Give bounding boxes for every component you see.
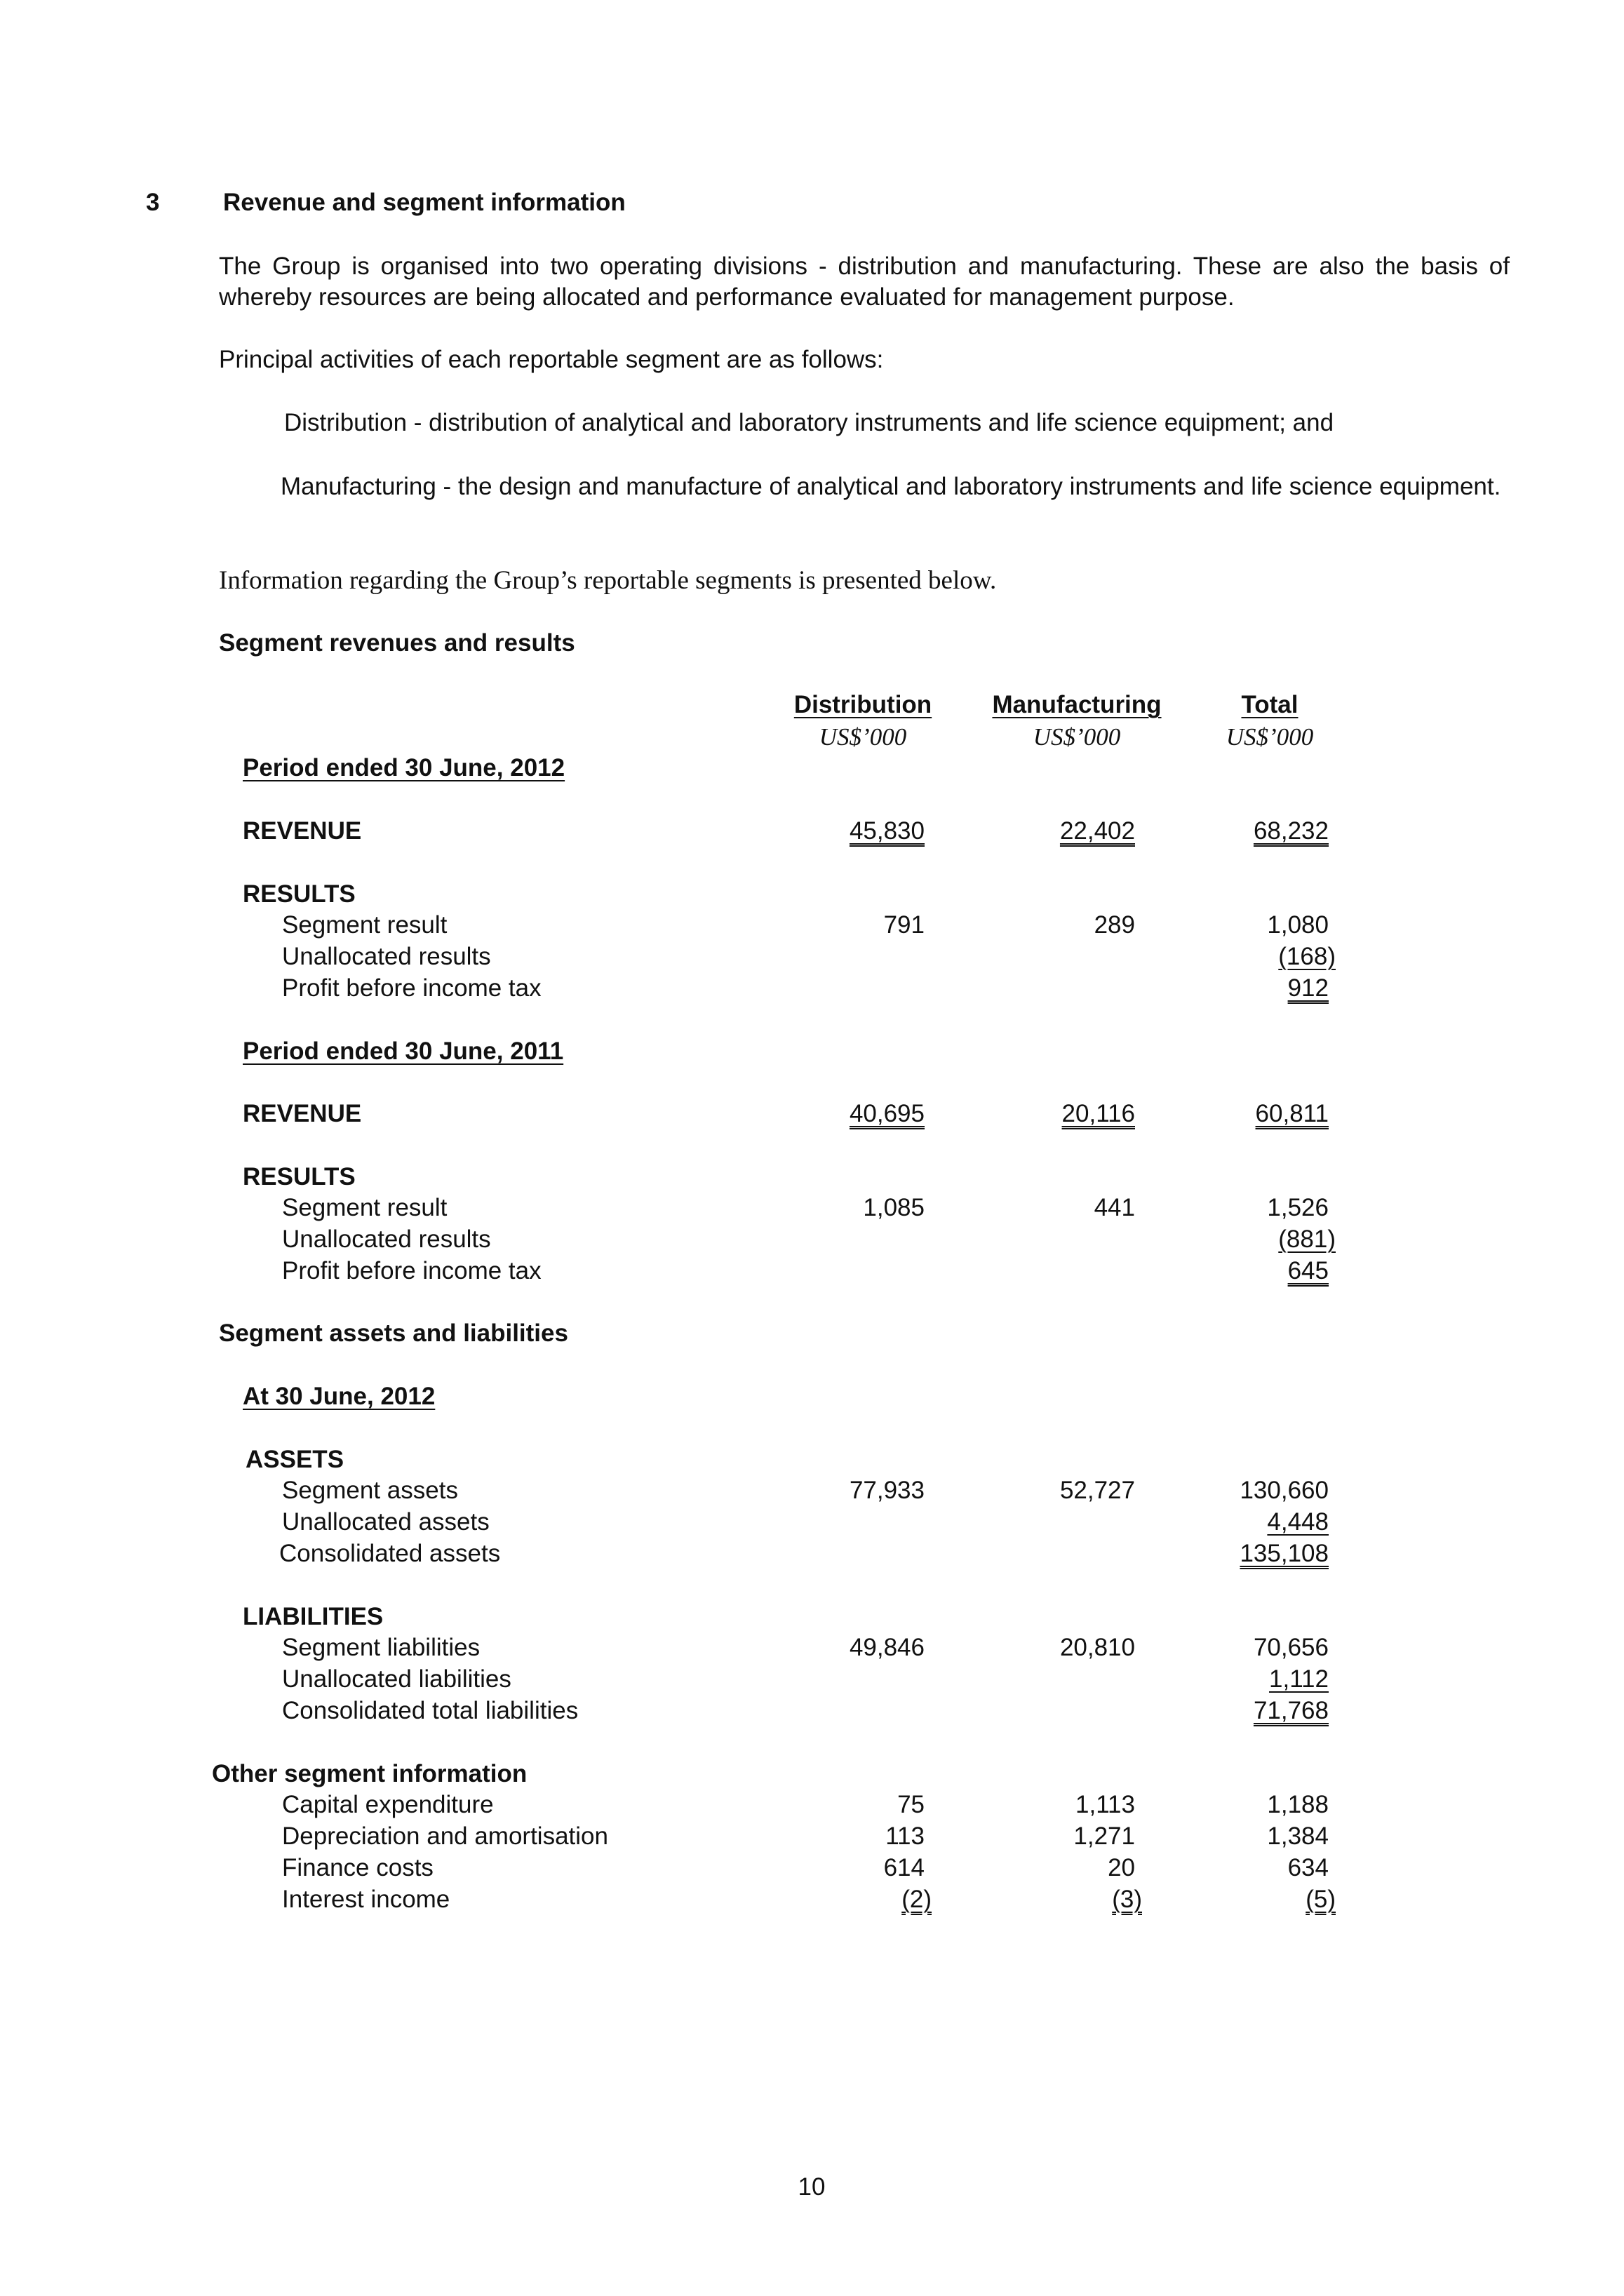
segment-result-2012-manufacturing: 289 xyxy=(1094,911,1135,939)
liabilities-label: LIABILITIES xyxy=(243,1603,384,1630)
period-2011: Period ended 30 June, 2011 xyxy=(243,1038,564,1065)
segment-result-2012-distribution: 791 xyxy=(883,911,925,939)
unit-manufacturing: US$’000 xyxy=(1033,723,1121,751)
revenue-2012-total: 68,232 xyxy=(1253,817,1329,845)
unallocated-label-2012: Unallocated results xyxy=(282,943,491,970)
revenue-2011-total: 60,811 xyxy=(1255,1100,1329,1127)
consolidated-assets-total: 135,108 xyxy=(1240,1540,1329,1567)
capex-total: 1,188 xyxy=(1267,1791,1329,1818)
pbt-2012-total: 912 xyxy=(1287,974,1329,1002)
segment-result-label-2012: Segment result xyxy=(282,911,448,939)
revenue-2011-manufacturing: 20,116 xyxy=(1061,1100,1135,1127)
activities-intro: Principal activities of each reportable segment are as follows: xyxy=(219,346,884,373)
depreciation-total: 1,384 xyxy=(1267,1822,1329,1850)
interest-income-label: Interest income xyxy=(282,1886,450,1913)
finance-costs-label: Finance costs xyxy=(282,1854,434,1881)
assets-label: ASSETS xyxy=(246,1446,344,1473)
finance-costs-total: 634 xyxy=(1287,1854,1329,1881)
depreciation-label: Depreciation and amortisation xyxy=(282,1822,608,1850)
capex-distribution: 75 xyxy=(897,1791,925,1818)
consolidated-assets-label: Consolidated assets xyxy=(279,1540,501,1567)
segment-liabilities-label: Segment liabilities xyxy=(282,1634,481,1661)
finance-costs-manufacturing: 20 xyxy=(1108,1854,1135,1881)
unallocated-assets-total: 4,448 xyxy=(1267,1508,1329,1536)
interest-income-manufacturing: (3) xyxy=(1112,1886,1142,1913)
pbt-2011-total: 645 xyxy=(1287,1257,1329,1284)
page-number: 10 xyxy=(798,2173,826,2201)
segment-result-label-2011: Segment result xyxy=(282,1194,448,1221)
revenue-2012-distribution: 45,830 xyxy=(849,817,925,845)
activity-distribution: Distribution - distribution of analytical and laboratory instruments and life science equipment; and xyxy=(284,409,1334,436)
col-manufacturing: Manufacturing xyxy=(992,691,1162,718)
info-line: Information regarding the Group’s reportable segments is presented below. xyxy=(219,566,997,595)
heading-assets: Segment assets and liabilities xyxy=(219,1320,568,1347)
pbt-label-2011: Profit before income tax xyxy=(282,1257,542,1284)
activity-manufacturing: Manufacturing - the design and manufacture of analytical and laboratory instruments and life science equipment. xyxy=(281,473,1501,500)
unallocated-label-2011: Unallocated results xyxy=(282,1226,491,1253)
unallocated-assets-label: Unallocated assets xyxy=(282,1508,490,1536)
results-label-2012: RESULTS xyxy=(243,880,356,908)
at-date: At 30 June, 2012 xyxy=(243,1383,436,1410)
segment-assets-label: Segment assets xyxy=(282,1477,458,1504)
pbt-label-2012: Profit before income tax xyxy=(282,974,542,1002)
revenue-2011-distribution: 40,695 xyxy=(849,1100,925,1127)
segment-assets-manufacturing: 52,727 xyxy=(1059,1477,1135,1504)
unallocated-2011-total: (881) xyxy=(1278,1226,1336,1253)
unit-distribution: US$’000 xyxy=(819,723,907,751)
capex-label: Capital expenditure xyxy=(282,1791,494,1818)
consolidated-liabilities-total: 71,768 xyxy=(1253,1697,1329,1724)
segment-assets-distribution: 77,933 xyxy=(849,1477,925,1504)
depreciation-distribution: 113 xyxy=(885,1822,925,1850)
segment-result-2011-distribution: 1,085 xyxy=(863,1194,925,1221)
segment-liabilities-total: 70,656 xyxy=(1253,1634,1329,1661)
heading-revenues: Segment revenues and results xyxy=(219,629,575,657)
section-number: 3 xyxy=(146,189,160,216)
segment-result-2011-total: 1,526 xyxy=(1267,1194,1329,1221)
intro-paragraph: The Group is organised into two operating divisions - distribution and manufacturing. These are also the basis of whereby resources are being allocated and performance evaluated for management purpose. xyxy=(219,253,1510,311)
segment-result-2011-manufacturing: 441 xyxy=(1094,1194,1135,1221)
segment-liabilities-manufacturing: 20,810 xyxy=(1059,1634,1135,1661)
col-total: Total xyxy=(1241,691,1298,718)
results-label-2011: RESULTS xyxy=(243,1163,356,1190)
col-distribution: Distribution xyxy=(793,691,932,718)
period-2012: Period ended 30 June, 2012 xyxy=(243,754,565,781)
segment-result-2012-total: 1,080 xyxy=(1267,911,1329,939)
unallocated-liabilities-total: 1,112 xyxy=(1269,1665,1329,1693)
revenue-label-2012: REVENUE xyxy=(243,817,362,845)
segment-assets-total: 130,660 xyxy=(1240,1477,1329,1504)
interest-income-distribution: (2) xyxy=(901,1886,932,1913)
capex-manufacturing: 1,113 xyxy=(1075,1791,1135,1818)
unit-total: US$’000 xyxy=(1226,723,1314,751)
revenue-2012-manufacturing: 22,402 xyxy=(1059,817,1135,845)
unallocated-2012-total: (168) xyxy=(1278,943,1336,970)
finance-costs-distribution: 614 xyxy=(883,1854,925,1881)
segment-liabilities-distribution: 49,846 xyxy=(849,1634,925,1661)
depreciation-manufacturing: 1,271 xyxy=(1073,1822,1135,1850)
section-title: Revenue and segment information xyxy=(223,189,626,216)
consolidated-liabilities-label: Consolidated total liabilities xyxy=(282,1697,579,1724)
other-heading: Other segment information xyxy=(212,1760,528,1787)
interest-income-total: (5) xyxy=(1306,1886,1336,1913)
revenue-label-2011: REVENUE xyxy=(243,1100,362,1127)
unallocated-liabilities-label: Unallocated liabilities xyxy=(282,1665,511,1693)
